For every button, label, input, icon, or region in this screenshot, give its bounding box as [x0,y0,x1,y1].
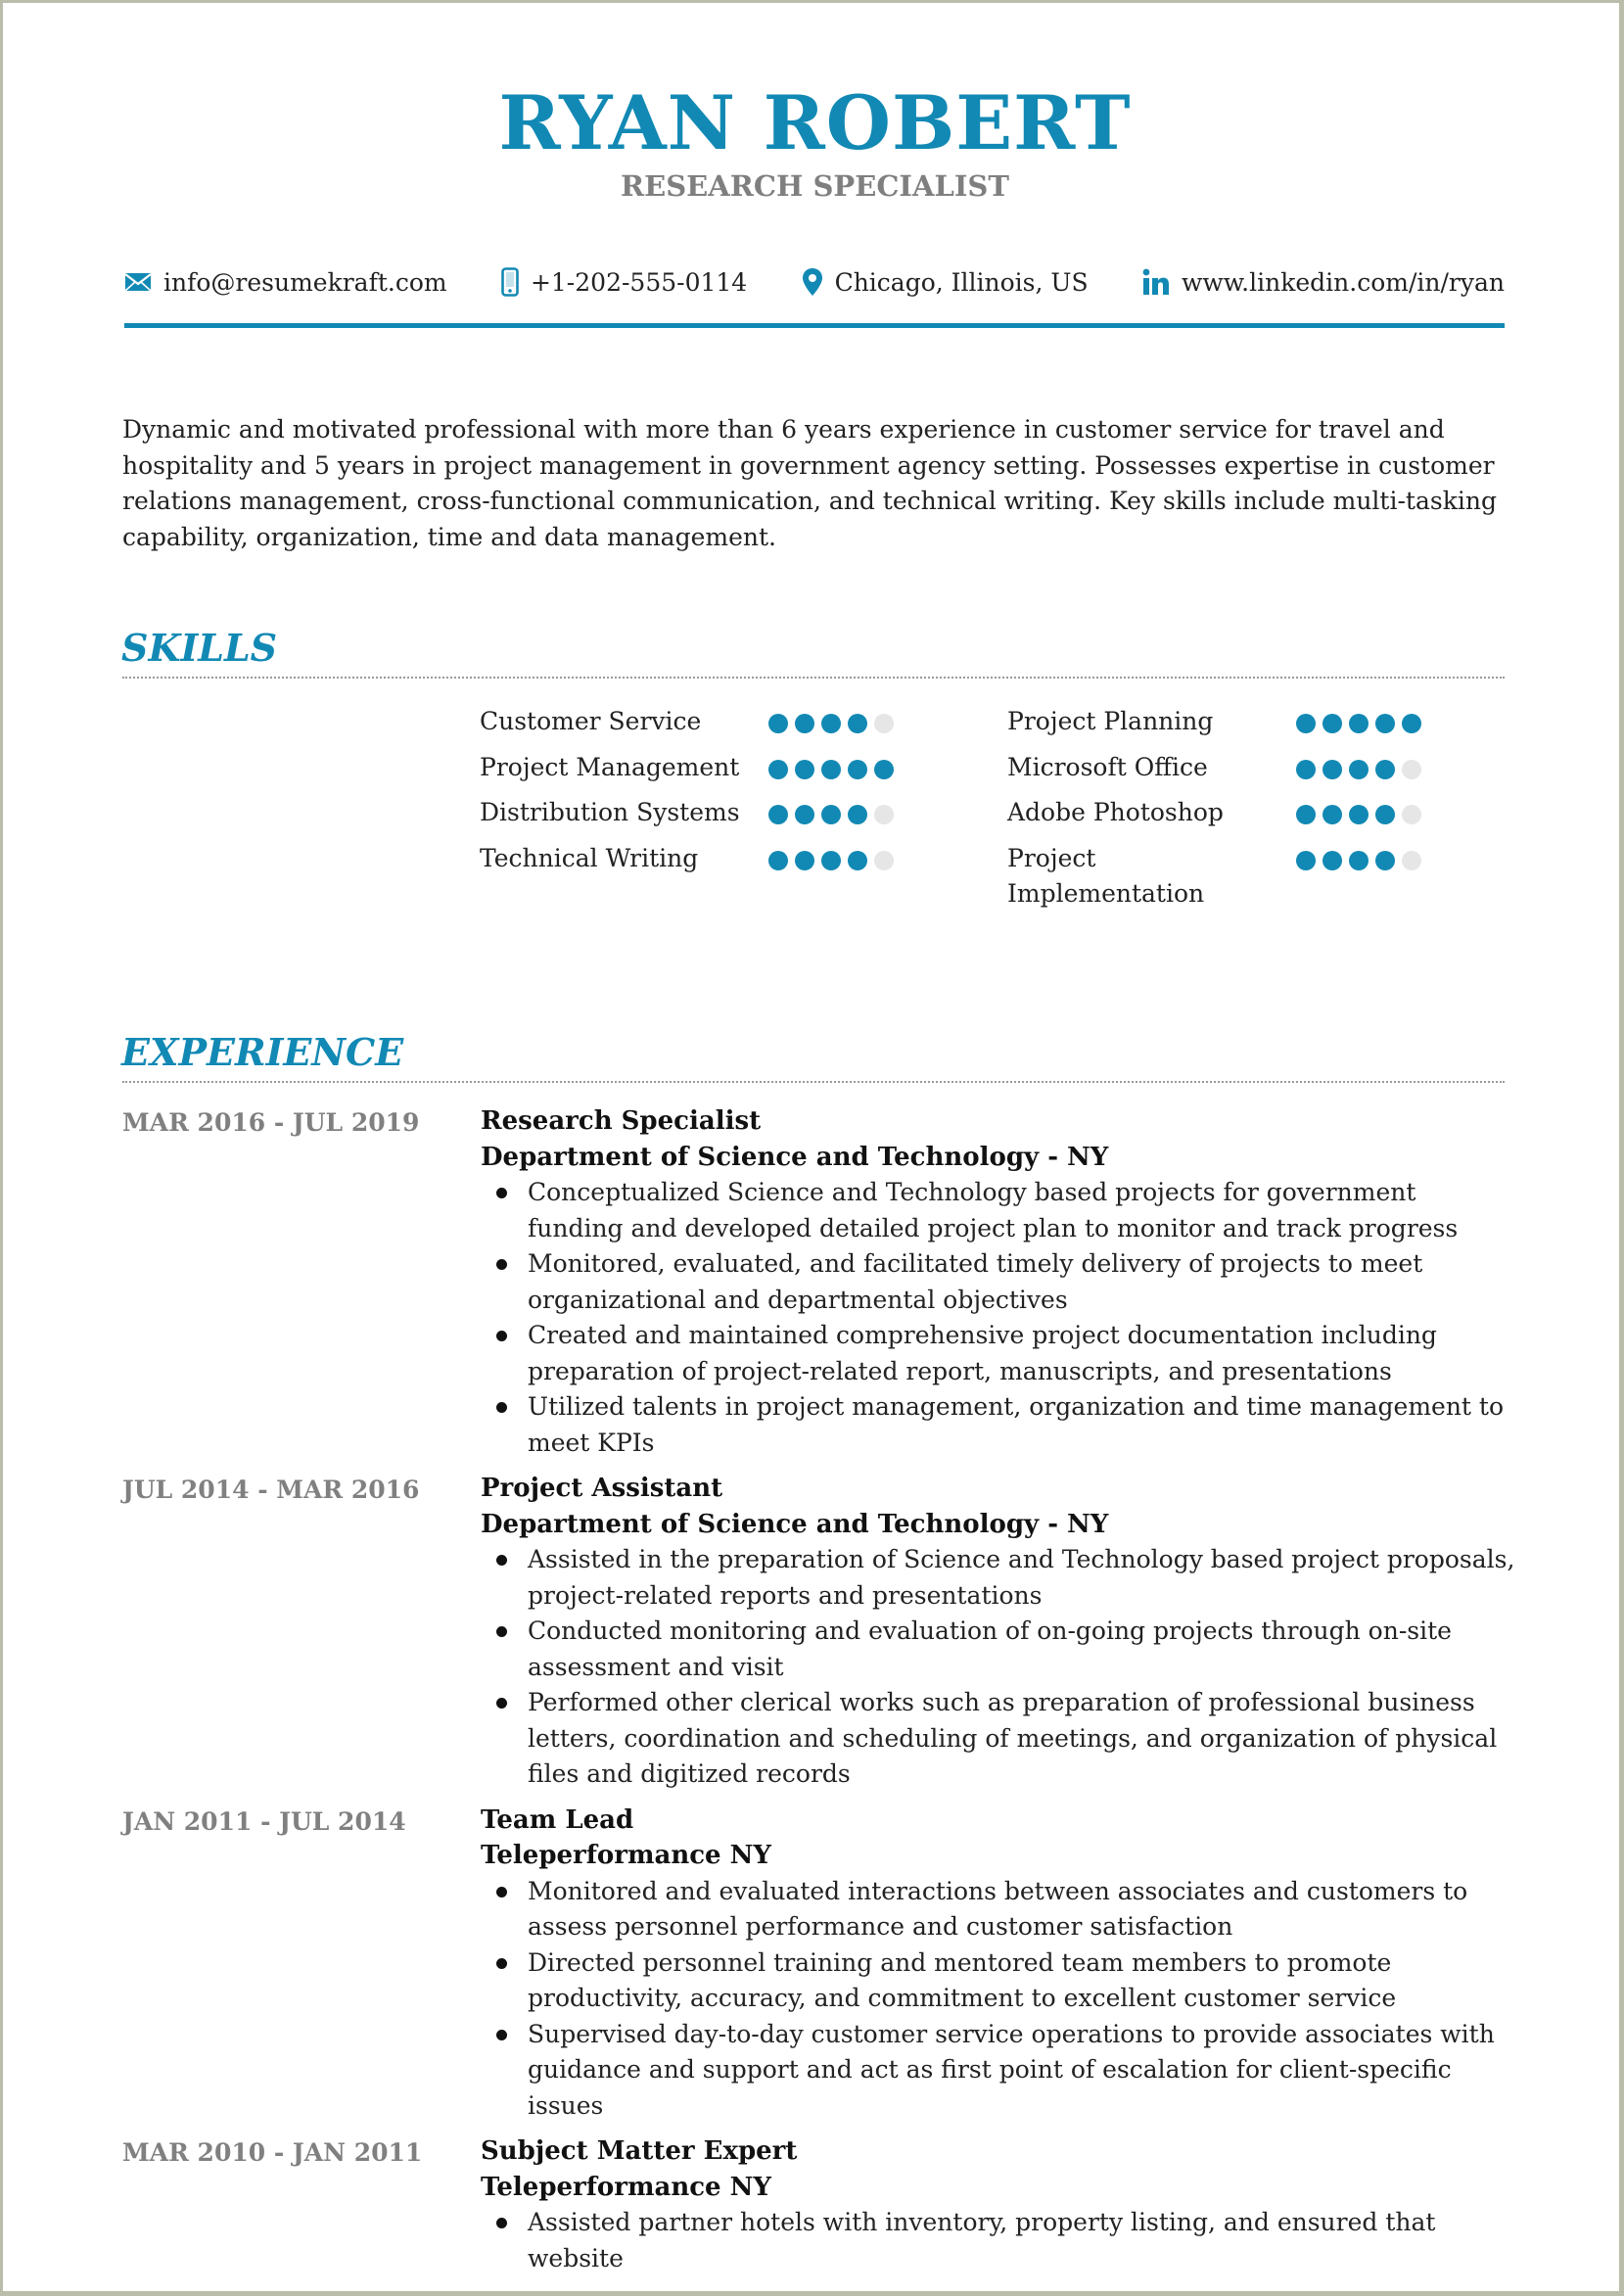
rating-dot-filled [1296,805,1316,824]
skill-row [1007,750,1477,786]
candidate-name: RYAN ROBERT [498,79,1132,166]
rating-dot-filled [821,805,841,824]
contact-location [802,267,1089,297]
job-bullet: Created and maintained comprehensive project documentation including preparation of project-related report, manuscripts, and presentations [481,1318,1518,1389]
job-bullet: Assisted partner hotels with inventory, property listing, and ensured that website [481,2205,1518,2276]
linkedin-icon [1142,268,1170,296]
skill-name: Customer Service [480,707,702,735]
rating-dot-filled [1322,760,1342,779]
job-role: Team Lead [481,1804,634,1835]
skill-name: Microsoft Office [1007,752,1208,781]
job-bullets [481,2205,1518,2276]
resume-page [3,3,1619,2291]
contact-phone[interactable] [501,267,747,297]
rating-dot-empty [874,805,894,824]
rating-dot-filled [848,760,867,779]
rating-dot-filled [1349,851,1369,870]
header-divider [124,323,1505,328]
rating-dot-filled [1296,760,1316,779]
skill-row [480,795,950,831]
contact-phone-text: +1-202-555-0114 [530,267,748,297]
rating-dot-filled [1322,851,1342,870]
rating-dot-filled [848,714,867,733]
contact-location-text: Chicago, Illinois, US [834,267,1089,297]
skill-rating [1296,841,1421,870]
job-bullet: Supervised day-to-day customer service operations to provide associates with guidance and support and act as first point of escalation for client-specific issues [481,2017,1518,2125]
skill-name: Distribution Systems [480,798,740,826]
rating-dot-filled [768,714,788,733]
skill-rating [768,750,894,779]
rating-dot-filled [1296,851,1316,870]
contact-bar [124,267,1505,297]
skill-rating [768,704,894,733]
skill-name: Technical Writing [480,843,699,872]
experience-heading: EXPERIENCE [121,1030,404,1074]
job-bullets [481,1175,1518,1461]
experience-entry [3,2133,1619,2276]
candidate-title: RESEARCH SPECIALIST [621,169,1009,203]
skill-rating [1296,795,1421,824]
skill-name: Adobe Photoshop [1007,798,1224,826]
rating-dot-empty [874,851,894,870]
rating-dot-filled [1375,760,1395,779]
rating-dot-filled [1402,714,1421,733]
rating-dot-filled [1296,714,1316,733]
job-bullets [481,1542,1518,1793]
rating-dot-filled [821,714,841,733]
experience-entry [3,1103,1619,1461]
job-bullets [481,1874,1518,2125]
rating-dot-filled [821,760,841,779]
job-organization: Teleperformance NY [481,2172,771,2202]
job-organization: Teleperformance NY [481,1841,771,1870]
experience-divider [122,1081,1505,1083]
phone-icon [501,267,519,297]
job-details [481,1103,1518,1461]
skill-row [1007,704,1477,740]
skill-name: Project Planning [1007,707,1214,735]
skills-divider [122,677,1505,679]
rating-dot-filled [874,760,894,779]
job-dates: JAN 2011 - JUL 2014 [122,1806,406,1836]
job-organization: Department of Science and Technology - NY [481,1509,1109,1539]
job-bullet: Conducted monitoring and evaluation of on-going projects through on-site assessment and visit [481,1614,1518,1685]
experience-entry [3,1803,1619,2125]
rating-dot-filled [1375,714,1395,733]
skill-row [480,841,950,877]
job-details [481,2133,1518,2276]
job-role: Research Specialist [481,1106,762,1136]
skills-column-left [480,704,950,886]
rating-dot-empty [1402,805,1421,824]
job-bullet: Utilized talents in project management, organization and time management to meet KPIs [481,1389,1518,1461]
rating-dot-filled [848,851,867,870]
job-bullet: Conceptualized Science and Technology based projects for government funding and developed detailed project plan to monitor and track progress [481,1175,1518,1246]
skill-rating [768,795,894,824]
skill-name: Project Management [480,752,740,781]
skill-row [480,704,950,740]
job-role: Subject Matter Expert [481,2136,798,2166]
location-icon [802,267,823,297]
rating-dot-filled [795,805,814,824]
skills-column-right [1007,704,1477,922]
rating-dot-filled [1349,805,1369,824]
rating-dot-filled [1375,851,1395,870]
job-dates: MAR 2010 - JAN 2011 [122,2138,423,2167]
rating-dot-filled [1322,805,1342,824]
rating-dot-filled [795,851,814,870]
job-role: Project Assistant [481,1474,723,1503]
contact-linkedin-text: www.linkedin.com/in/ryan [1181,267,1505,297]
job-bullet: Performed other clerical works such as preparation of professional business letters, coordination and scheduling of meetings, and organization of physical files and digitized records [481,1685,1518,1793]
rating-dot-empty [1402,851,1421,870]
job-bullet: Monitored and evaluated interactions between associates and customers to assess personnel performance and customer satisfaction [481,1874,1518,1945]
rating-dot-filled [1322,714,1342,733]
job-dates: JUL 2014 - MAR 2016 [122,1476,420,1504]
rating-dot-filled [795,714,814,733]
rating-dot-filled [768,851,788,870]
skill-rating [1296,704,1421,733]
contact-linkedin[interactable] [1142,268,1505,297]
rating-dot-filled [821,851,841,870]
rating-dot-filled [768,805,788,824]
skill-row [480,750,950,786]
rating-dot-filled [1375,805,1395,824]
contact-email-text: info@resumekraft.com [163,267,447,297]
job-bullet: Assisted in the preparation of Science and Technology based project proposals, project-related reports and presentations [481,1542,1518,1614]
job-dates: MAR 2016 - JUL 2019 [122,1108,420,1137]
job-details [481,1471,1518,1793]
job-details [481,1803,1518,2125]
job-bullet: Monitored, evaluated, and facilitated timely delivery of projects to meet organizational and departmental objectives [481,1246,1518,1318]
rating-dot-filled [1349,760,1369,779]
rating-dot-empty [874,714,894,733]
rating-dot-filled [848,805,867,824]
skill-rating [1296,750,1421,779]
experience-entry [3,1471,1619,1793]
rating-dot-filled [1349,714,1369,733]
skill-name: Project Implementation [1007,843,1205,908]
email-icon [124,272,152,292]
skill-row [1007,795,1477,831]
skills-heading: SKILLS [121,626,278,670]
skill-rating [768,841,894,870]
rating-dot-filled [768,760,788,779]
job-bullet: Directed personnel training and mentored team members to promote productivity, accuracy, and commitment to excellent customer service [481,1945,1518,2017]
rating-dot-empty [1402,760,1421,779]
job-organization: Department of Science and Technology - NY [481,1142,1109,1172]
experience-list [3,1103,1619,2286]
profile-summary: Dynamic and motivated professional with more than 6 years experience in customer service for travel and hospitality and 5 years in project management in government agency setting. Possesses expertise in customer relations management, cross-functional communication, and technical writing. Key skills include multi-tasking capability, organization, time and data management. [122,415,1497,551]
skill-row [1007,841,1477,913]
rating-dot-filled [795,760,814,779]
contact-email[interactable] [124,268,447,297]
